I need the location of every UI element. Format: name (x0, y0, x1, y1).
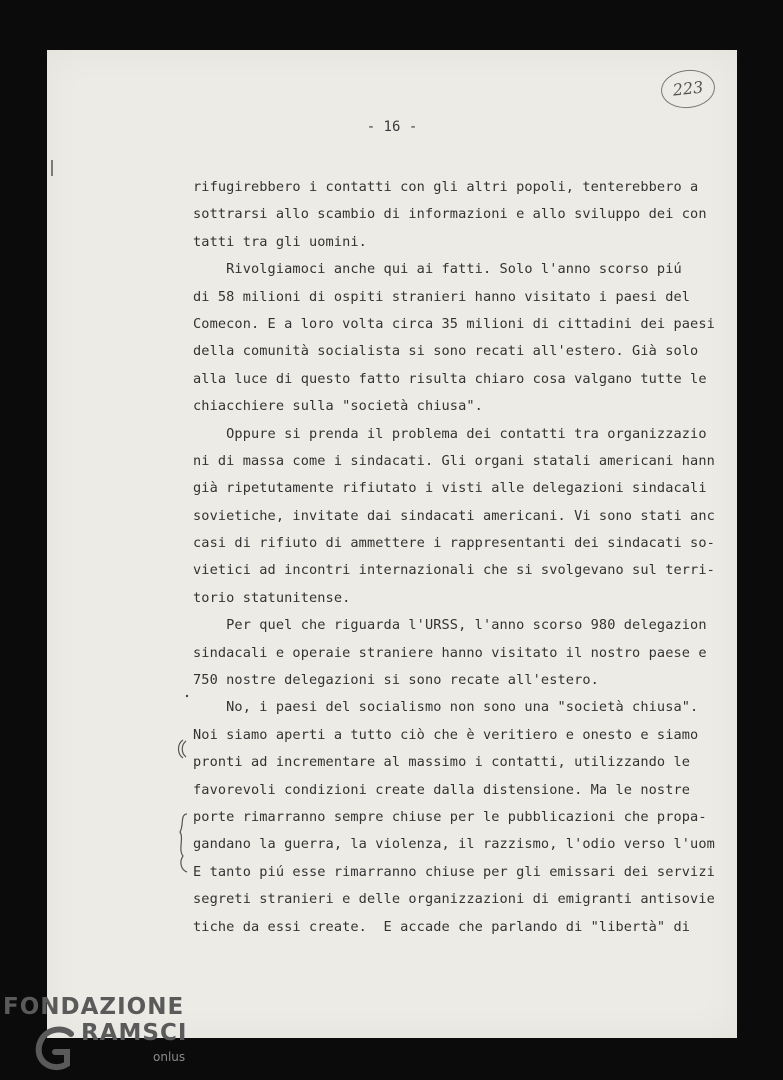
document-page (47, 50, 737, 1038)
text-line: No, i paesi del socialismo non sono una "società chiusa". (193, 699, 699, 716)
text-line: tatti tra gli uomini. (193, 233, 367, 250)
logo-subtitle: onlus (153, 1050, 186, 1064)
text-line: già ripetutamente rifiutato i visti alle delegazioni sindacali (193, 480, 707, 497)
text-line: ni di massa come i sindacati. Gli organi statali americani hann (193, 452, 715, 469)
text-line: sottrarsi allo scambio di informazioni e allo sviluppo dei con (193, 206, 707, 223)
margin-mark-icon (49, 158, 55, 178)
text-line: pronti ad incrementare al massimo i contatti, utilizzando le (193, 754, 691, 771)
text-line: Rivolgiamoci anche qui ai fatti. Solo l'anno scorso piú (193, 261, 682, 278)
text-line: sovietiche, invitate dai sindacati americani. Vi sono stati anc (193, 507, 715, 524)
text-line: gandano la guerra, la violenza, il razzismo, l'odio verso l'uom (193, 836, 715, 853)
fondazione-gramsci-logo (3, 994, 203, 1078)
dot-mark-icon (184, 693, 190, 699)
text-line: E tanto piú esse rimarranno chiuse per gli emissari dei servizi (193, 863, 715, 880)
text-line: 750 nostre delegazioni si sono recate all'estero. (193, 672, 599, 689)
text-line: segreti stranieri e delle organizzazioni di emigranti antisovie (193, 891, 715, 908)
text-line: casi di rifiuto di ammettere i rappresentanti dei sindacati so- (193, 535, 715, 552)
text-line: chiacchiere sulla "società chiusa". (193, 398, 483, 415)
text-line: tiche da essi create. E accade che parlando di "libertà" di (193, 918, 691, 935)
bracket-mark-icon (173, 738, 189, 760)
archive-stamp: 223 (659, 67, 717, 110)
text-line: di 58 milioni di ospiti stranieri hanno visitato i paesi del (193, 288, 691, 305)
text-line: della comunità socialista si sono recati all'estero. Già solo (193, 343, 699, 360)
text-line: Comecon. E a loro volta circa 35 milioni di cittadini dei paesi (193, 315, 715, 332)
text-line: alla luce di questo fatto risulta chiaro cosa valgano tutte le (193, 370, 707, 387)
text-line: Per quel che riguarda l'URSS, l'anno scorso 980 delegazion (193, 617, 707, 634)
logo-text-line2: RAMSCI (81, 1020, 188, 1046)
text-line: Noi siamo aperti a tutto ciò che è veritiero e onesto e siamo (193, 726, 699, 743)
text-line: sindacali e operaie straniere hanno visitato il nostro paese e (193, 644, 707, 661)
text-line: vietici ad incontri internazionali che si svolgevano sul terri- (193, 562, 715, 579)
g-letter-icon (33, 1024, 81, 1074)
text-line: favorevoli condizioni create dalla distensione. Ma le nostre (193, 781, 691, 798)
text-line: rifugirebbero i contatti con gli altri popoli, tenterebbero a (193, 179, 699, 195)
text-line: torio statunitense. (193, 589, 351, 606)
text-line: porte rimarranno sempre chiuse per le pubblicazioni che propa- (193, 808, 707, 825)
brace-mark-icon (175, 812, 191, 874)
page-number: - 16 - (366, 119, 418, 135)
text-line: Oppure si prenda il problema dei contatti tra organizzazio (193, 425, 707, 442)
typed-text-body (193, 174, 737, 941)
logo-text-line1: FONDAZIONE (3, 994, 185, 1020)
